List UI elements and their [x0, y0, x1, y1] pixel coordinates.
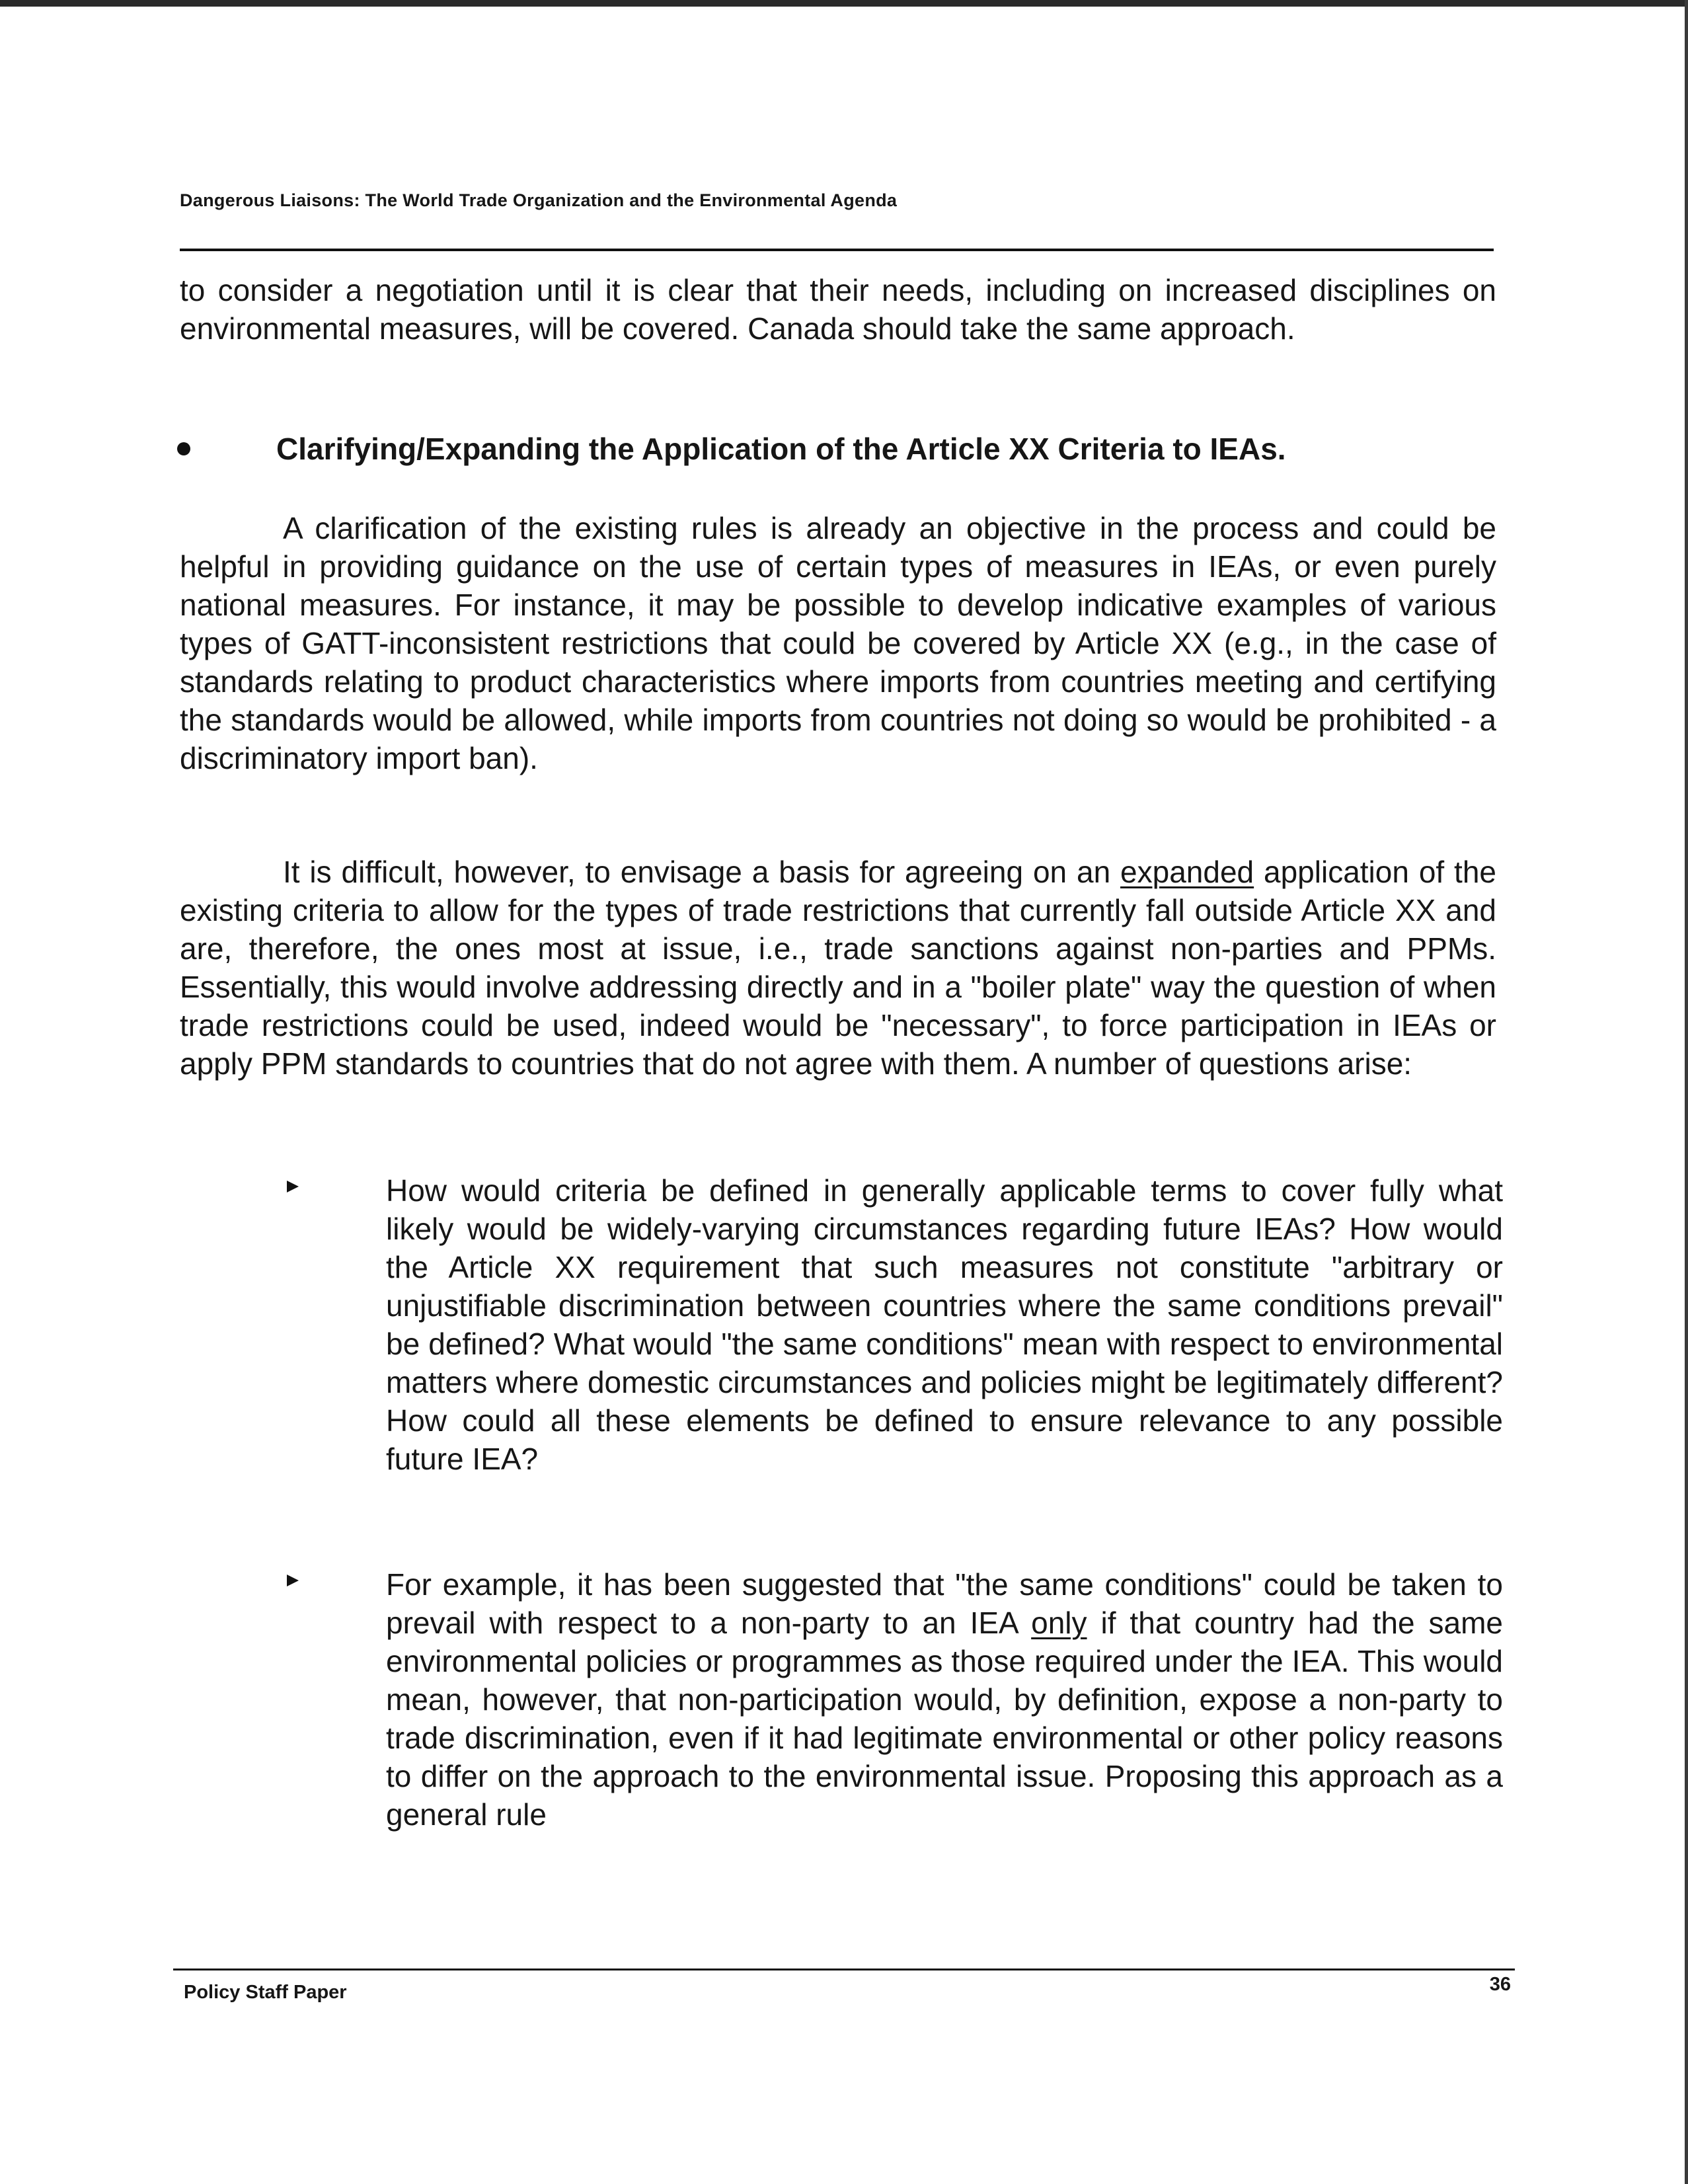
emphasis-expanded: expanded [1120, 855, 1254, 889]
paragraph-2-rest: application of the existing criteria to allow for the types of trade restrictions that currently fall outside Article XX and are, therefore, the ones most at issue, i.e., trade sanctions against non-parties and PPMs. Essentially, this would involve addressing directly and in a "boiler plate" way the question of when trade restrictions could be used, indeed would be "necessary", to force participation in IEAs or apply PPM standards to countries that do not agree with them. A number of questions arise: [180, 855, 1496, 1081]
page-number: 36 [1489, 1974, 1511, 1995]
header-rule [180, 249, 1494, 251]
scan-edge-right [1685, 0, 1688, 2184]
section-heading [177, 431, 1499, 467]
continuation-paragraph [180, 271, 1496, 348]
arrow-bullet-icon [287, 1575, 299, 1586]
running-header: Dangerous Liaisons: The World Trade Organization and the Environmental Agenda [180, 190, 898, 210]
paragraph-1 [180, 509, 1496, 777]
scan-edge-top [0, 0, 1688, 7]
arrow-bullet-icon [287, 1181, 299, 1192]
sub-item-1-text: How would criteria be defined in generally applicable terms to cover fully what likely would be widely-varying circumstances regarding future IEAs? How would the Article XX requirement that such measures not constitute "arbitrary or unjustifiable discrimination between countries where the same conditions prevail" be defined? What would "the same conditions" mean with respect to environmental matters where domestic circumstances and policies might be legitimately different? How could all these elements be defined to ensure relevance to any possible future IEA? [386, 1173, 1503, 1476]
sub-item-2-lead: For example, it has been suggested that "the same conditions" could be taken to prevail with respect to a non-party to an IEA [386, 1567, 1503, 1640]
paragraph-2 [180, 853, 1496, 1083]
emphasis-only: only [1031, 1606, 1087, 1640]
sub-item-2 [287, 1565, 1503, 1834]
footer-publication: Policy Staff Paper [184, 1982, 347, 2003]
bullet-icon [177, 442, 190, 455]
sub-item-1 [287, 1171, 1503, 1478]
continuation-paragraph-text: to consider a negotiation until it is clear that their needs, including on increased disciplines on environmental measures, will be covered. Canada should take the same approach. [180, 273, 1496, 346]
paragraph-1-text: A clarification of the existing rules is already an objective in the process and could be helpful in providing guidance on the use of certain types of measures in IEAs, or even purely national measures. For instance, it may be possible to develop indicative examples of various types of GATT-inconsistent restrictions that could be covered by Article XX (e.g., in the case of standards relating to product characteristics where imports from countries meeting and certifying the standards would be allowed, while imports from countries not doing so would be prohibited - a discriminatory import ban). [180, 511, 1496, 775]
sub-item-2-rest: if that country had the same environmental policies or programmes as those required under the IEA. This would mean, however, that non-participation would, by definition, expose a non-party to trade discrimination, even if it had legitimate environmental or other policy reasons to differ on the approach to the environmental issue. Proposing this approach as a general rule [386, 1606, 1503, 1832]
sub-item-2-text [386, 1565, 1503, 1834]
section-heading-text: Clarifying/Expanding the Application of the Article XX Criteria to IEAs. [276, 432, 1286, 466]
paragraph-2-text [180, 853, 1496, 1083]
paragraph-2-lead: It is difficult, however, to envisage a basis for agreeing on an [283, 855, 1121, 889]
footer-rule [173, 1969, 1515, 1970]
